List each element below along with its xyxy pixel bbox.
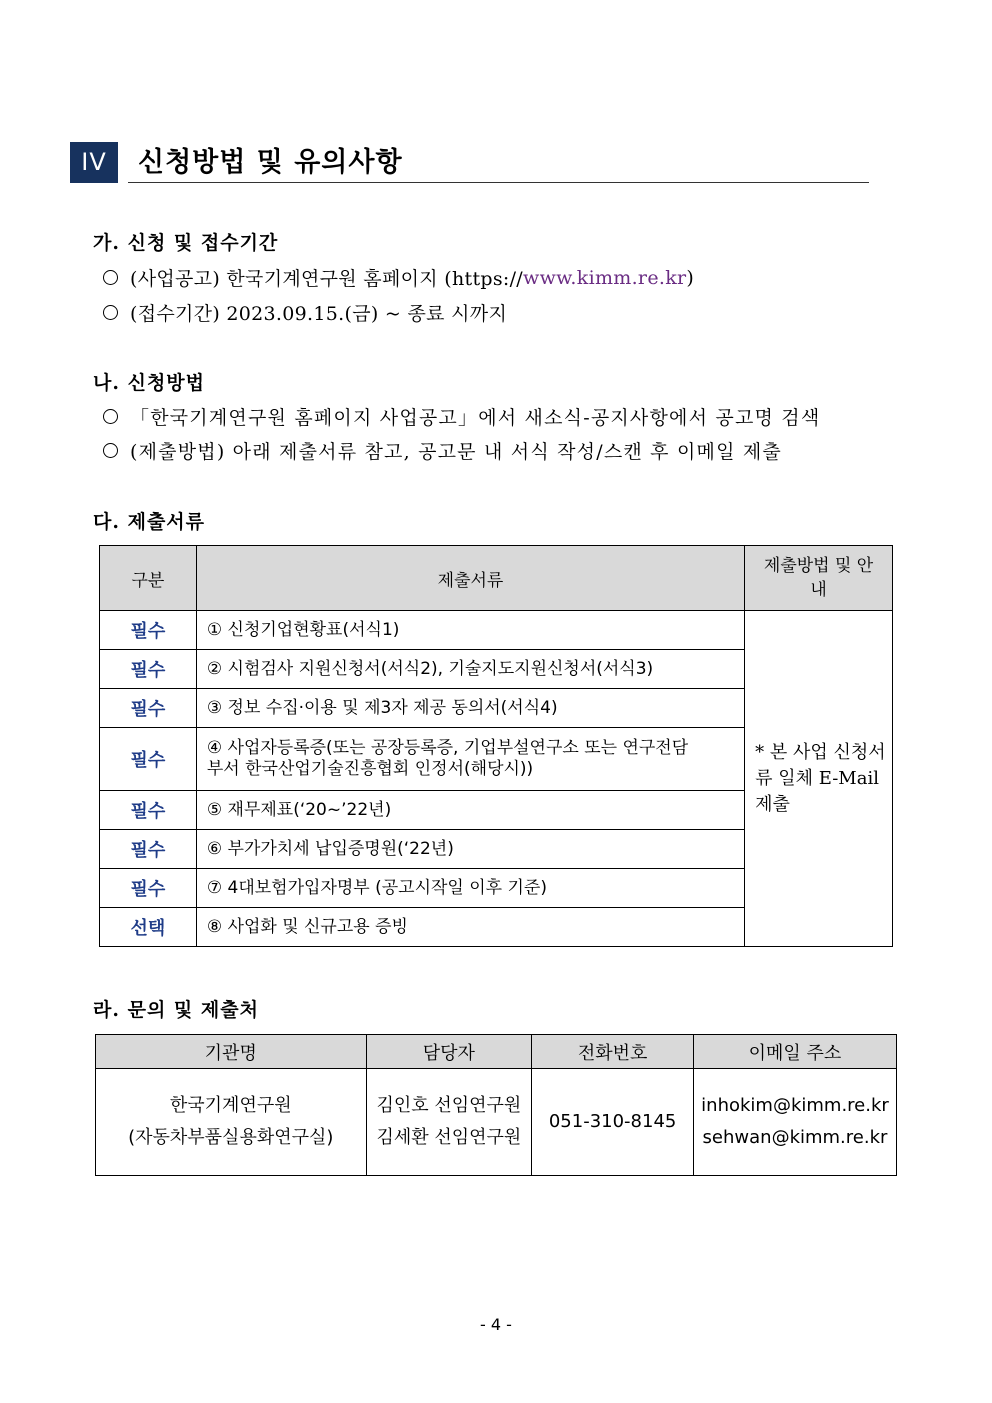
section-title: 신청방법 및 유의사항	[138, 147, 403, 178]
document-item: ⑥ 부가가치세 납입증명원(‘22년)	[196, 830, 744, 869]
org-lab: (자동차부품실용화연구실)	[128, 1127, 334, 1148]
subsection-heading-da: 다. 제출서류	[93, 511, 205, 533]
email-address[interactable]: inhokim@kimm.re.kr	[701, 1095, 889, 1116]
header-docs: 제출서류	[196, 546, 744, 611]
document-item: ① 신청기업현황표(서식1)	[196, 611, 744, 650]
homepage-link[interactable]: www.kimm.re.kr	[523, 266, 687, 289]
org-cell	[96, 1069, 367, 1176]
bullet-method-1	[103, 403, 820, 430]
header-email: 이메일 주소	[693, 1035, 896, 1069]
document-item: ⑦ 4대보험가입자명부 (공고시작일 이후 기준)	[196, 869, 744, 908]
contact-person: 김세환 선임연구원	[376, 1127, 522, 1148]
person-cell	[366, 1069, 532, 1176]
org-name: 한국기계연구원	[169, 1095, 292, 1116]
contact-person: 김인호 선임연구원	[376, 1095, 522, 1116]
bullet-method-2	[103, 437, 782, 464]
header-org: 기관명	[96, 1035, 367, 1069]
bullet-text: (사업공고) 한국기계연구원 홈페이지 (https://	[130, 268, 523, 290]
subsection-heading-ra: 라. 문의 및 제출처	[93, 999, 259, 1021]
bullet-text: 「한국기계연구원 홈페이지 사업공고」에서 새소식-공지사항에서 공고명 검색	[130, 407, 821, 429]
requirement-label: 선택	[100, 908, 197, 947]
bullet-announcement	[103, 264, 694, 291]
circle-bullet-icon	[103, 305, 118, 320]
header-phone: 전화번호	[532, 1035, 694, 1069]
header-person: 담당자	[366, 1035, 532, 1069]
requirement-label: 필수	[100, 611, 197, 650]
table-header-row	[100, 546, 893, 611]
requirement-label: 필수	[100, 650, 197, 689]
subsection-heading-na: 나. 신청방법	[93, 372, 205, 394]
circle-bullet-icon	[103, 270, 118, 285]
bullet-text: (접수기간) 2023.09.15.(금) ~ 종료 시까지	[130, 303, 508, 325]
requirement-label: 필수	[100, 689, 197, 728]
table-row	[100, 611, 893, 650]
subsection-heading-ga: 가. 신청 및 접수기간	[93, 232, 279, 254]
table-header-row	[96, 1035, 897, 1069]
email-cell	[693, 1069, 896, 1176]
table-row	[96, 1069, 897, 1176]
submission-note: * 본 사업 신청서류 일체 E-Mail 제출	[745, 611, 893, 947]
bullet-tail: )	[686, 266, 695, 289]
requirement-label: 필수	[100, 791, 197, 830]
document-item: ⑧ 사업화 및 신규고용 증빙	[196, 908, 744, 947]
requirement-label: 필수	[100, 830, 197, 869]
page-number: - 4 -	[480, 1315, 512, 1334]
section-divider	[128, 182, 869, 183]
circle-bullet-icon	[103, 409, 118, 424]
contacts-table	[95, 1034, 897, 1176]
header-method: 제출방법 및 안내	[745, 546, 893, 611]
bullet-period	[103, 299, 507, 326]
header-type: 구분	[100, 546, 197, 611]
document-item: ④ 사업자등록증(또는 공장등록증, 기업부설연구소 또는 연구전담부서 한국산업기술진흥협회 인정서(해당시))	[196, 728, 744, 791]
bullet-text: (제출방법) 아래 제출서류 참고, 공고문 내 서식 작성/스캔 후 이메일 제출	[130, 441, 782, 463]
requirement-label: 필수	[100, 869, 197, 908]
section-number-badge: IV	[70, 142, 118, 183]
requirement-label: 필수	[100, 728, 197, 791]
email-address[interactable]: sehwan@kimm.re.kr	[702, 1127, 888, 1148]
phone-number: 051-310-8145	[532, 1069, 694, 1176]
document-item: ⑤ 재무제표(‘20~’22년)	[196, 791, 744, 830]
document-item: ② 시험검사 지원신청서(서식2), 기술지도지원신청서(서식3)	[196, 650, 744, 689]
documents-table	[99, 545, 893, 947]
circle-bullet-icon	[103, 443, 118, 458]
document-item: ③ 정보 수집·이용 및 제3자 제공 동의서(서식4)	[196, 689, 744, 728]
